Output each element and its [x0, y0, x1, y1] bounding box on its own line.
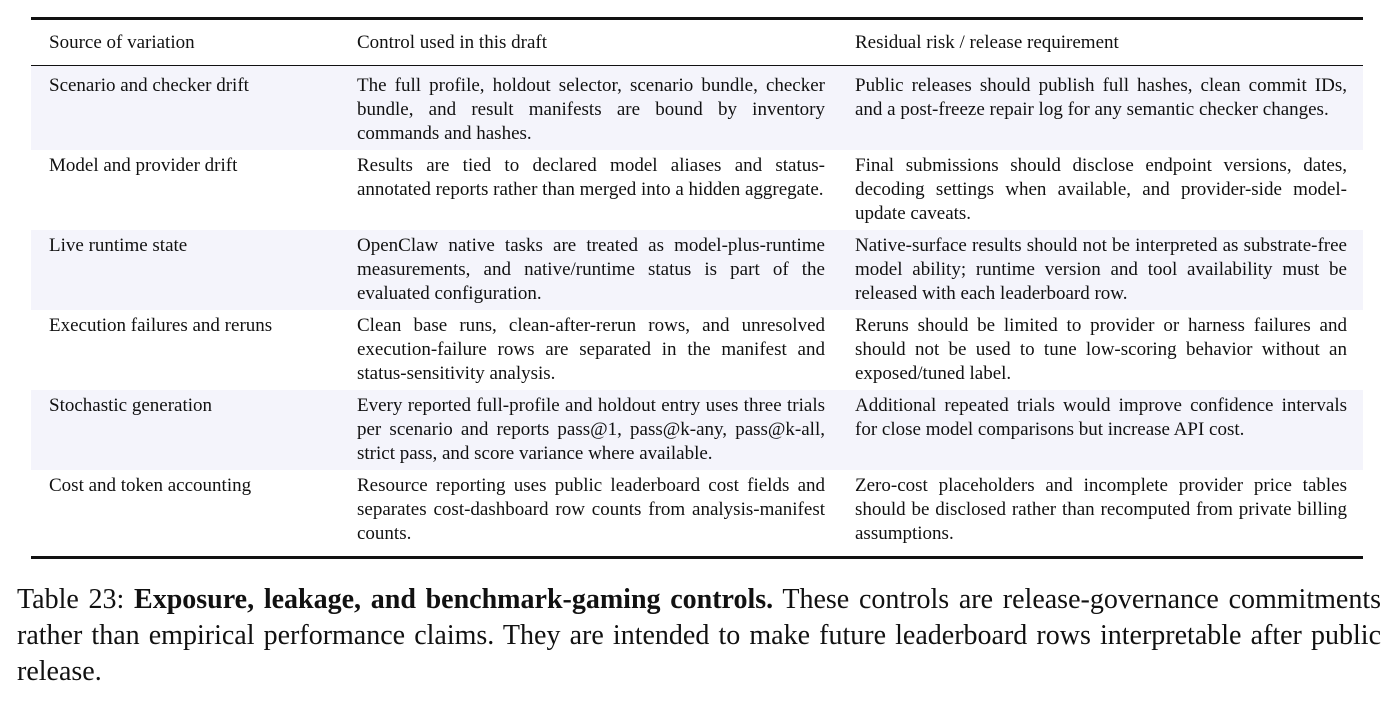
caption-label: Table 23:: [17, 584, 125, 615]
controls-table-body: [31, 66, 1363, 556]
cell-source: Scenario and checker drift: [31, 66, 339, 150]
cell-control: The full profile, holdout selector, scenario bundle, checker bundle, and result manifests are bound by inventory commands and hashes.: [339, 66, 837, 150]
controls-table: [31, 17, 1363, 559]
cell-risk: Public releases should publish full hashes, clean commit IDs, and a post-freeze repair log for any semantic checker changes.: [837, 66, 1363, 150]
header-control: Control used in this draft: [357, 32, 547, 53]
cell-risk: Native-surface results should not be interpreted as substrate-free model ability; runtime version and tool availability must be released with each leaderboard row.: [837, 230, 1363, 310]
table-row: [31, 310, 1363, 390]
table-row: [31, 150, 1363, 230]
cell-risk: Final submissions should disclose endpoint versions, dates, decoding settings when available, and provider-side model-update caveats.: [855, 155, 1347, 224]
caption-title: Exposure, leakage, and benchmark-gaming controls.: [134, 584, 774, 615]
cell-control: Resource reporting uses public leaderboard cost fields and separates cost-dashboard row counts from analysis-manifest counts.: [357, 475, 825, 544]
table-row: [31, 390, 1363, 470]
cell-source: Model and provider drift: [49, 155, 238, 176]
cell-control: OpenClaw native tasks are treated as model-plus-runtime measurements, and native/runtime status is part of the evaluated configuration.: [339, 230, 837, 310]
table-row: [31, 230, 1363, 310]
cell-risk: Zero-cost placeholders and incomplete provider price tables should be disclosed rather than recomputed from private billing assumptions.: [855, 475, 1347, 544]
cell-risk: Reruns should be limited to provider or harness failures and should not be used to tune low-scoring behavior without an exposed/tuned label.: [855, 315, 1347, 384]
cell-source: Live runtime state: [31, 230, 339, 310]
table-row: [31, 66, 1363, 150]
cell-control: Results are tied to declared model aliases and status-annotated reports rather than merged into a hidden aggregate.: [357, 155, 825, 200]
table-header: [31, 20, 1363, 65]
cell-control: Every reported full-profile and holdout entry uses three trials per scenario and reports pass@1, pass@k-any, pass@k-all, strict pass, and score variance where available.: [339, 390, 837, 470]
cell-source: Cost and token accounting: [49, 475, 252, 496]
cell-source: Execution failures and reruns: [49, 315, 273, 336]
cell-control: Clean base runs, clean-after-rerun rows, and unresolved execution-failure rows are separated in the manifest and status-sensitivity analysis.: [357, 315, 825, 384]
caption-body: These controls are release-governance commitments rather than empirical performance claims. They are intended to make future leaderboard rows interpretable after public release.: [17, 584, 1382, 687]
cell-risk: Additional repeated trials would improve confidence intervals for close model comparisons but increase API cost.: [837, 390, 1363, 470]
cell-source: Stochastic generation: [31, 390, 339, 470]
header-row: [31, 20, 1363, 65]
table-caption: [17, 582, 1381, 690]
table-row: [31, 470, 1363, 556]
header-source: Source of variation: [49, 32, 195, 53]
header-risk: Residual risk / release requirement: [855, 32, 1119, 53]
controls-table-grid: [31, 20, 1363, 65]
table-bottom-rule: [31, 556, 1363, 559]
